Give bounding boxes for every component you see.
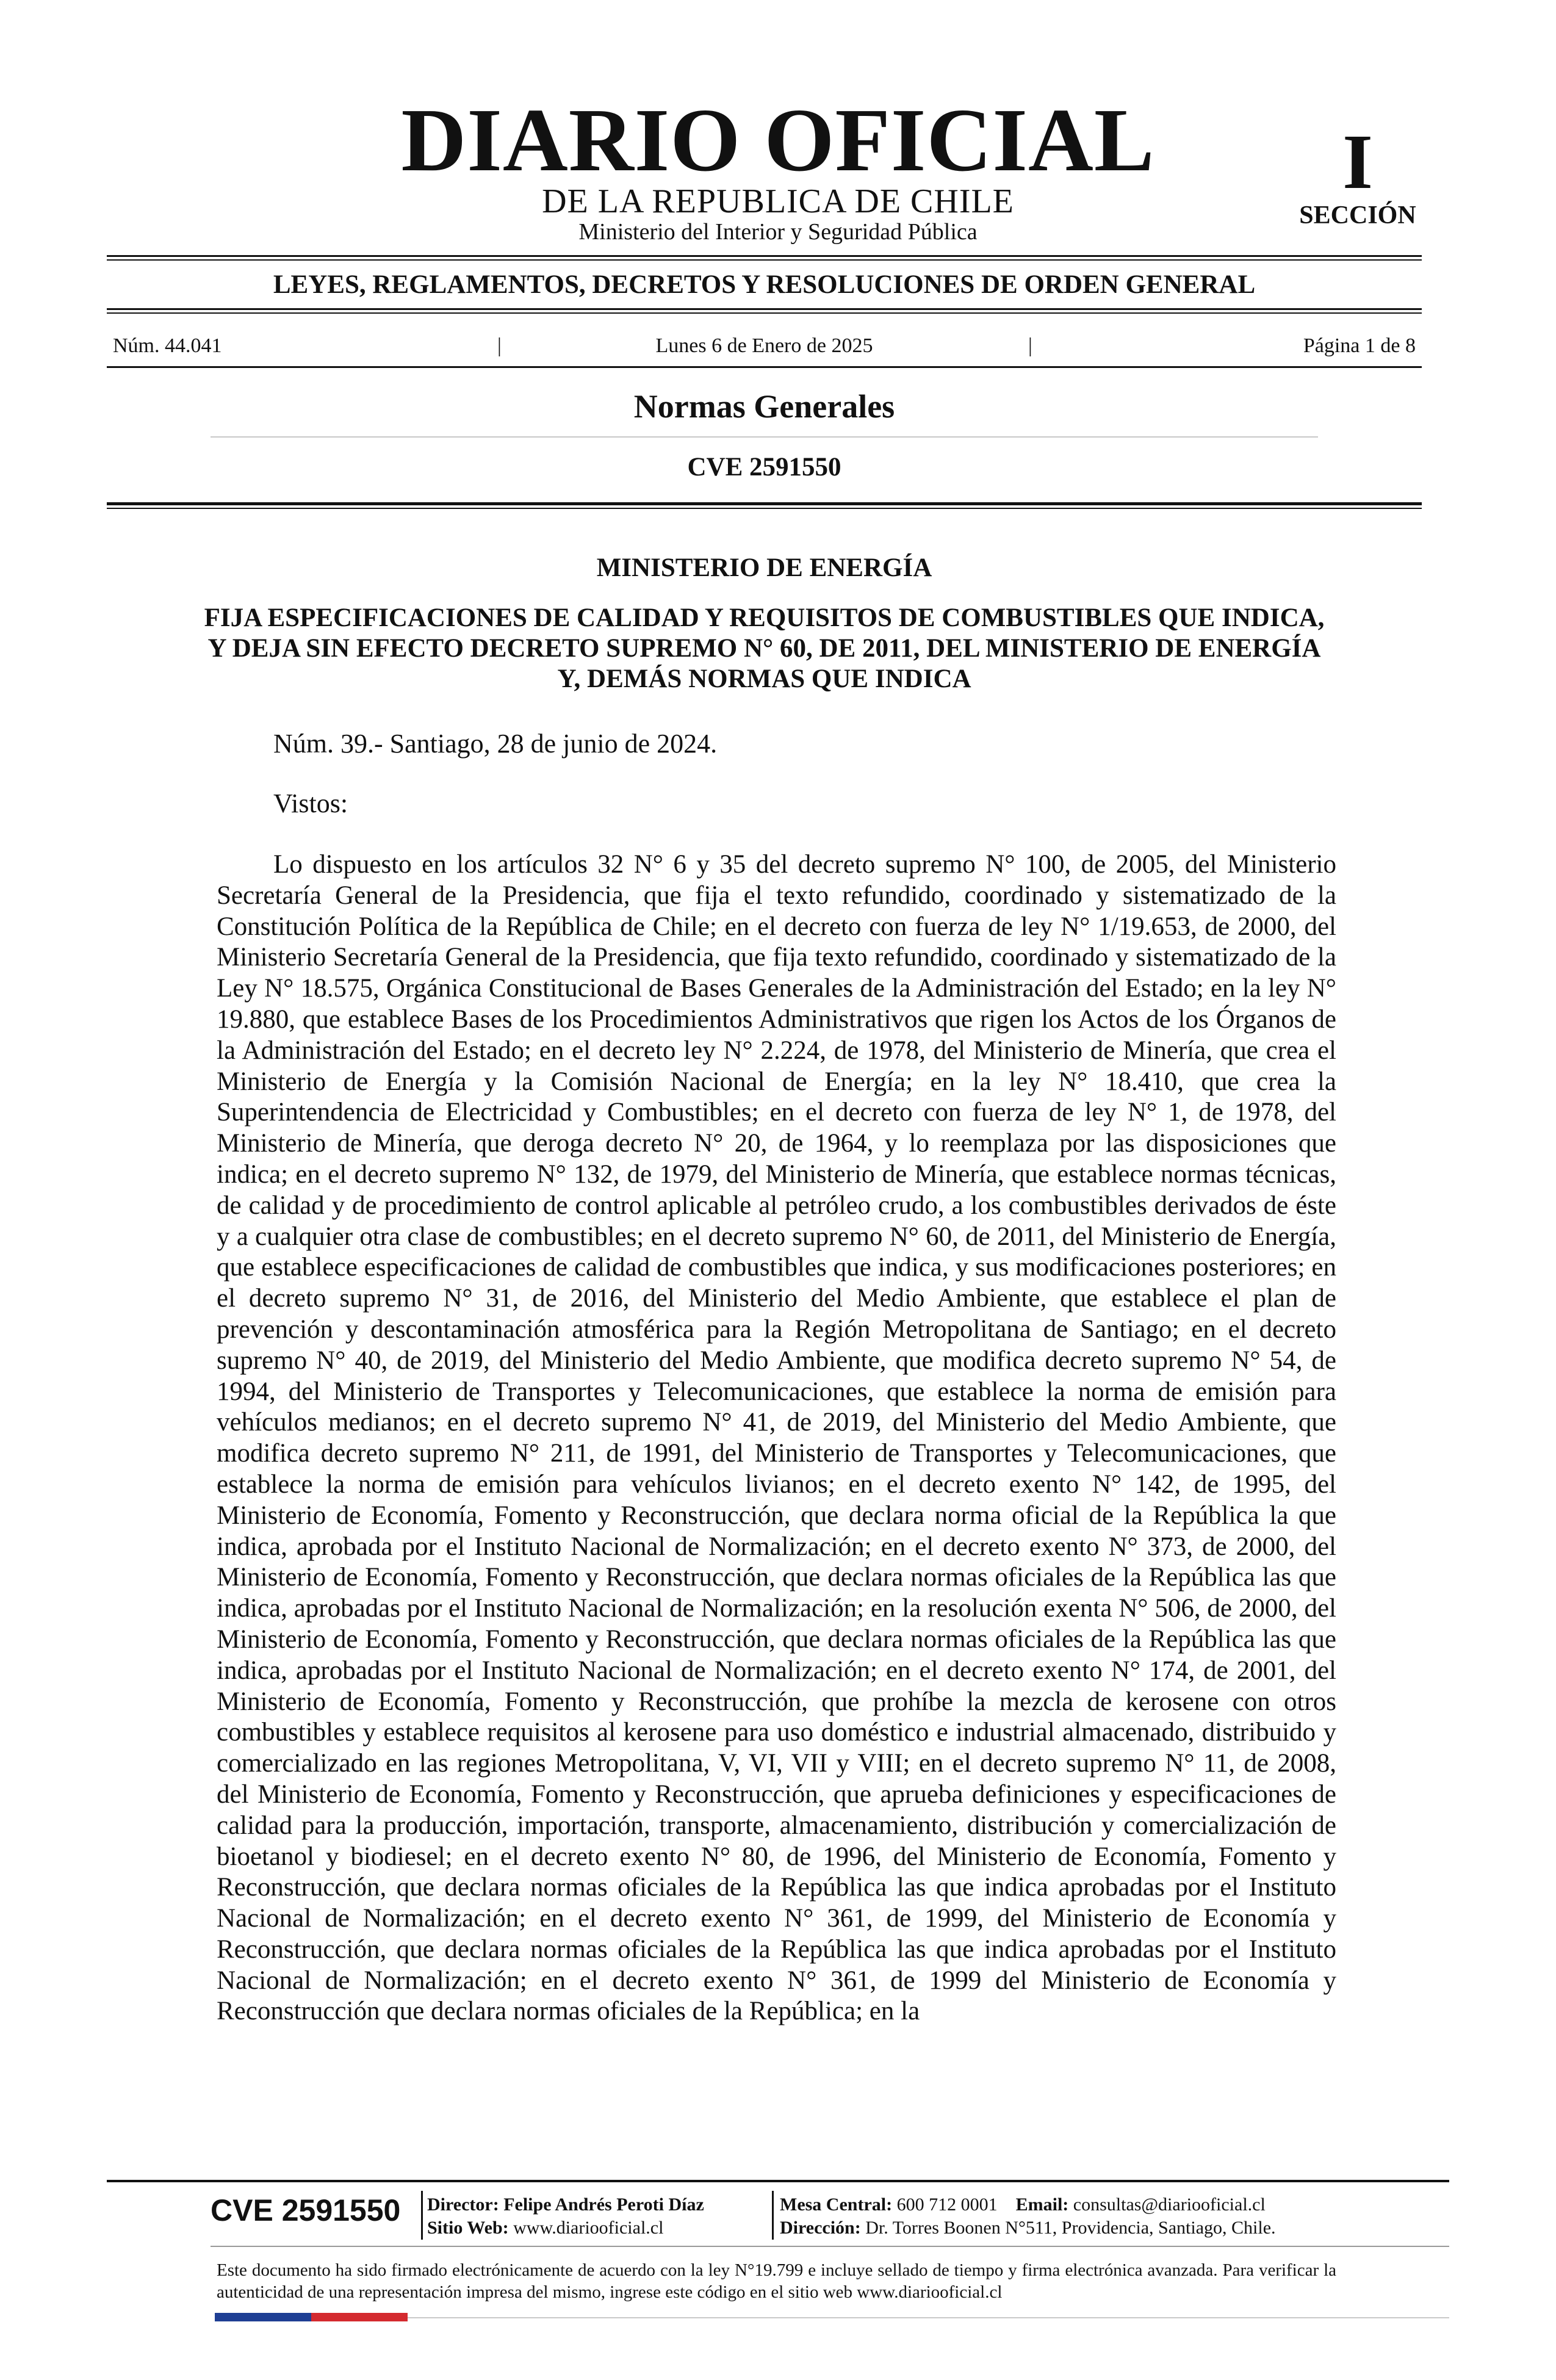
footer-contact-block bbox=[780, 2193, 1276, 2240]
newspaper-subtitle: DE LA REPUBLICA DE CHILE bbox=[542, 182, 1014, 220]
header-divider-thin bbox=[107, 508, 1422, 509]
issuing-ministry: MINISTERIO DE ENERGÍA bbox=[596, 554, 932, 582]
vistos-heading: Vistos: bbox=[273, 788, 348, 818]
site-label: Sitio Web: bbox=[427, 2218, 509, 2238]
director-name: Felipe Andrés Peroti Díaz bbox=[503, 2194, 704, 2215]
page-indicator: Página 1 de 8 bbox=[1303, 334, 1416, 357]
footer-separator bbox=[421, 2191, 423, 2240]
masthead-divider bbox=[107, 255, 1422, 257]
newspaper-title: DIARIO OFICIAL bbox=[401, 90, 1155, 190]
footer-cve-code: CVE 2591550 bbox=[211, 2193, 401, 2227]
site-link[interactable]: www.diariooficial.cl bbox=[513, 2218, 664, 2238]
footer-divider-thin bbox=[211, 2246, 1449, 2247]
decree-body: Lo dispuesto en los artículos 32 N° 6 y 35 del decreto supremo N° 100, de 2005, del Ministerio Secretaría General de la Presidencia, que fija el texto refundido, coordinado y sistematizado de la Constitución Política de la República de Chile; en el decreto con fuerza de ley N° 1/19.653, de 2000, del Ministerio Secretaría General de la Presidencia, que fija texto refundido, coordinado y sistematizado de la Ley N° 18.575, Orgánica Constitucional de Bases Generales de la Administración del Estado; en la ley N° 19.880, que establece Bases de los Procedimientos Administrativos que rigen los Actos de los Órganos de la Administración del Estado; en el decreto ley N° 2.224, de 1978, del Ministerio de Minería, que crea el Ministerio de Energía y la Comisión Nacional de Energía; en la ley N° 18.410, que crea la Superintendencia de Electricidad y Combustibles; en el decreto con fuerza de ley N° 1, de 1978, del Ministerio de Minería, que deroga decreto N° 20, de 1964, y lo reemplaza por las disposiciones que indica; en el decreto supremo N° 132, de 1979, del Ministerio de Minería, que establece normas técnicas, de calidad y de procedimiento de control aplicable al petróleo crudo, a los combustibles derivados de éste y a cualquier otra clase de combustibles; en el decreto supremo N° 60, de 2011, del Ministerio de Energía, que establece especificaciones de calidad de combustibles que indica, y sus modificaciones posteriores; en el decreto supremo N° 31, de 2016, del Ministerio del Medio Ambiente, que establece el plan de prevención y descontaminación atmosférica para la Región Metropolitana de Santiago; en el decreto supremo N° 40, de 2019, del Ministerio del Medio Ambiente, que modifica decreto supremo N° 54, de 1994, del Ministerio de Transportes y Telecomunicaciones, que establece la norma de emisión para vehículos medianos; en el decreto supremo N° 41, de 2019, del Ministerio del Medio Ambiente, que modifica decreto supremo N° 211, de 1991, del Ministerio de Transportes y Telecomunicaciones, que establece la norma de emisión para vehículos livianos; en el decreto exento N° 142, de 1995, del Ministerio de Economía, Fomento y Reconstrucción, que declara norma oficial de la República la que indica, aprobada por el Instituto Nacional de Normalización; en el decreto exento N° 373, de 2000, del Ministerio de Economía, Fomento y Reconstrucción, que declara normas oficiales de la República las que indica, aprobadas por el Instituto Nacional de Normalización; en la resolución exenta N° 506, de 2000, del Ministerio de Economía, Fomento y Reconstrucción, que declara normas oficiales de la República las que indica, aprobadas por el Instituto Nacional de Normalización; en el decreto exento N° 174, de 2001, del Ministerio de Economía, Fomento y Reconstrucción, que prohíbe la mezcla de kerosene con otros combustibles y establece requisitos al kerosene para uso doméstico e industrial almacenado, distribuido y comercializado en las regiones Metropolitana, V, VI, VII y VIII; en el decreto supremo N° 11, de 2008, del Ministerio de Economía, Fomento y Reconstrucción, que aprueba definiciones y especificaciones de calidad para la producción, importación, transporte, almacenamiento, distribución y comercialización de bioetanol y biodiesel; en el decreto exento N° 80, de 1996, del Ministerio de Economía, Fomento y Reconstrucción, que declara normas oficiales de la República las que indica aprobadas por el Instituto Nacional de Normalización; en el decreto exento N° 361, de 1999, del Ministerio de Economía y Reconstrucción, que declara normas oficiales de la República las que indica aprobadas por el Instituto Nacional de Normalización; en el decreto exento N° 361, de 1999 del Ministerio de Economía y Reconstrucción que declara normas oficiales de la República; en la bbox=[217, 850, 1336, 2026]
footer-separator bbox=[772, 2191, 774, 2240]
address-label: Dirección: bbox=[780, 2218, 861, 2238]
banner: LEYES, REGLAMENTOS, DECRETOS Y RESOLUCIONES DE ORDEN GENERAL bbox=[273, 270, 1256, 299]
signature-disclaimer: Este documento ha sido firmado electrónicamente de acuerdo con la ley N°19.799 e incluye sellado de tiempo y firma electrónica avanzada. Para verificar la autenticidad de una representación impresa del mismo, ingrese este código en el sitio web www.diariooficial.cl bbox=[217, 2260, 1336, 2302]
banner-divider-thin bbox=[107, 312, 1422, 314]
decree-title: FIJA ESPECIFICACIONES DE CALIDAD Y REQUISITOS DE COMBUSTIBLES QUE INDICA, Y DEJA SIN EFECTO DECRETO SUPREMO N° 60, DE 2011, DEL MINISTERIO DE ENERGÍA Y, DEMÁS NORMAS QUE INDICA bbox=[204, 604, 1325, 693]
issue-separator: | bbox=[1028, 334, 1032, 357]
mesa-label: Mesa Central: bbox=[780, 2194, 893, 2215]
cve-code: CVE 2591550 bbox=[687, 453, 841, 481]
email-label: Email: bbox=[1015, 2194, 1069, 2215]
issue-row bbox=[107, 333, 1422, 359]
footer-divider bbox=[107, 2180, 1449, 2182]
section-number: I bbox=[1342, 118, 1373, 205]
flag-stripe-line bbox=[408, 2317, 1449, 2318]
issue-date: Lunes 6 de Enero de 2025 bbox=[655, 334, 873, 357]
issue-number: Núm. 44.041 bbox=[113, 334, 222, 357]
director-label: Director: bbox=[427, 2194, 499, 2215]
section-label: SECCIÓN bbox=[1299, 201, 1416, 229]
banner-divider bbox=[107, 308, 1422, 310]
mesa-phone: 600 712 0001 bbox=[896, 2194, 998, 2215]
masthead-ministry: Ministerio del Interior y Seguridad Pública bbox=[578, 219, 978, 245]
footer-director-block bbox=[427, 2193, 704, 2240]
section-heading-divider bbox=[211, 436, 1318, 438]
decree-number-line: Núm. 39.- Santiago, 28 de junio de 2024. bbox=[273, 729, 718, 759]
section-heading: Normas Generales bbox=[633, 388, 895, 425]
masthead-divider-thin bbox=[107, 259, 1422, 261]
issue-separator: | bbox=[497, 334, 502, 357]
flag-stripe-red bbox=[311, 2313, 408, 2321]
header-divider bbox=[107, 502, 1422, 505]
email-link[interactable]: consultas@diariooficial.cl bbox=[1073, 2194, 1266, 2215]
address-value: Dr. Torres Boonen N°511, Providencia, Santiago, Chile. bbox=[865, 2218, 1276, 2238]
flag-stripe-blue bbox=[215, 2313, 311, 2321]
issue-divider bbox=[107, 366, 1422, 368]
